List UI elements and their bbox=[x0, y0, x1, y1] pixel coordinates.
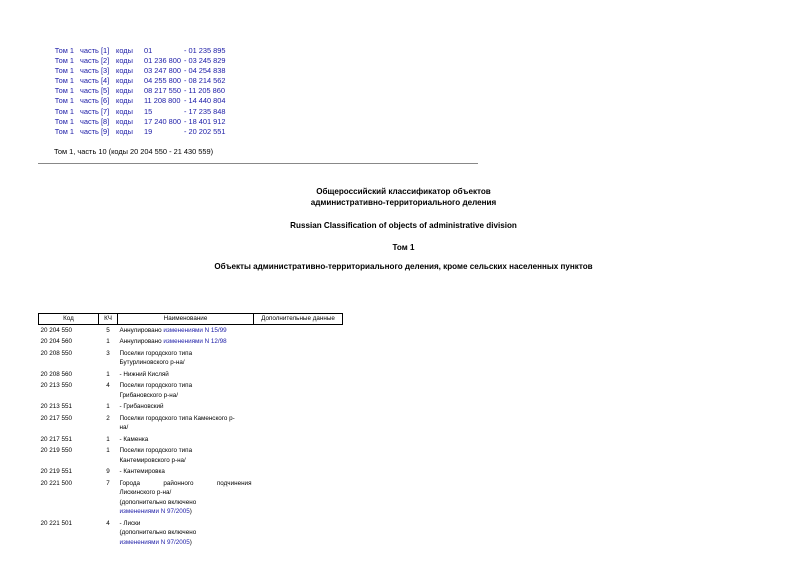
nav-part-link[interactable]: часть [7] bbox=[80, 106, 110, 116]
cell-name bbox=[118, 466, 254, 478]
nav-code-from: 08 217 550 bbox=[144, 86, 181, 96]
cell-kch: 1 bbox=[106, 403, 110, 410]
name-text: Грибановского р-на/ bbox=[119, 391, 179, 399]
cell-kch: 5 bbox=[106, 326, 110, 334]
nav-codes-label: коды bbox=[116, 66, 133, 76]
volume-title: Том 1 bbox=[392, 243, 415, 252]
cell-extra bbox=[254, 324, 343, 336]
cell-name bbox=[118, 434, 254, 446]
nav-code-from: 15 bbox=[144, 106, 153, 116]
nav-row bbox=[44, 46, 244, 56]
nav-code-from: 17 240 800 bbox=[144, 116, 181, 126]
nav-code-to: - 08 214 562 bbox=[184, 76, 226, 86]
nav-code-from: 11 208 800 bbox=[144, 96, 181, 106]
column-header-extra: Дополнительные данные bbox=[254, 314, 343, 325]
cell-kch: 1 bbox=[106, 435, 110, 443]
nav-volume-link[interactable]: Том 1 bbox=[54, 66, 74, 76]
table-row bbox=[39, 478, 343, 518]
cell-code: 20 213 550 bbox=[40, 382, 73, 389]
nav-part-link[interactable]: часть [8] bbox=[80, 116, 110, 126]
table-row bbox=[39, 348, 343, 369]
nav-volume-link[interactable]: Том 1 bbox=[54, 56, 74, 66]
name-text: - Каменка bbox=[119, 435, 149, 443]
nav-volume-link[interactable]: Том 1 bbox=[54, 116, 74, 126]
cell-extra bbox=[254, 413, 343, 434]
name-text: (дополнительно включено bbox=[119, 529, 197, 536]
cell-kch: 4 bbox=[106, 519, 110, 527]
nav-codes-label: коды bbox=[116, 76, 133, 86]
cell-code: 20 219 551 bbox=[40, 468, 73, 475]
nav-row bbox=[44, 107, 244, 117]
table-row bbox=[39, 380, 343, 401]
nav-row bbox=[44, 117, 244, 127]
column-header-name: Наименование bbox=[118, 314, 254, 325]
cell-name bbox=[118, 478, 254, 518]
cell-extra bbox=[254, 478, 343, 518]
nav-part-link[interactable]: часть [1] bbox=[80, 46, 110, 55]
cell-extra bbox=[254, 466, 343, 478]
name-text: Поселки городского типа Каменского р- bbox=[119, 414, 235, 422]
cell-kch: 2 bbox=[106, 414, 110, 422]
nav-row bbox=[44, 127, 244, 137]
nav-code-to: - 01 235 895 bbox=[184, 46, 226, 55]
name-text: (дополнительно включено bbox=[119, 498, 197, 506]
document-title-line1: Общероссийский классификатор объектов bbox=[316, 187, 491, 196]
table-row bbox=[39, 369, 343, 381]
nav-codes-label: коды bbox=[116, 106, 133, 116]
table-row bbox=[39, 434, 343, 446]
nav-part-link[interactable]: часть [3] bbox=[80, 66, 110, 76]
cell-code: 20 221 501 bbox=[40, 519, 73, 527]
table-row bbox=[39, 518, 343, 549]
nav-codes-label: коды bbox=[116, 96, 133, 106]
cell-name bbox=[118, 401, 254, 413]
cell-code: 20 221 500 bbox=[40, 479, 73, 487]
cell-extra bbox=[254, 401, 343, 413]
nav-code-to: - 17 235 848 bbox=[184, 106, 226, 116]
nav-code-to: - 03 245 829 bbox=[184, 56, 226, 66]
name-text: Поселки городского типа bbox=[119, 382, 193, 389]
cell-name bbox=[118, 413, 254, 434]
table-row bbox=[39, 466, 343, 478]
name-text: - Нижний Кисляй bbox=[119, 370, 169, 378]
nav-volume-link[interactable]: Том 1 bbox=[54, 86, 74, 96]
nav-row bbox=[44, 76, 244, 86]
name-text: Поселки городского типа bbox=[119, 447, 193, 454]
document-title-line2: административно-территориального деления bbox=[310, 198, 497, 207]
cell-code: 20 217 551 bbox=[40, 435, 73, 443]
cell-extra bbox=[254, 369, 343, 381]
table-row bbox=[39, 401, 343, 413]
column-header-code: Код bbox=[39, 314, 99, 325]
volume-parts-navigation bbox=[44, 46, 244, 137]
name-text: ) bbox=[189, 508, 192, 515]
name-text: ) bbox=[189, 538, 192, 546]
nav-part-link[interactable]: часть [2] bbox=[80, 56, 110, 66]
cell-code: 20 204 560 bbox=[40, 338, 73, 345]
cell-kch: 7 bbox=[106, 479, 110, 487]
nav-code-to: - 11 205 860 bbox=[184, 86, 225, 96]
nav-code-from: 01 236 800 bbox=[144, 56, 181, 66]
nav-code-from: 04 255 800 bbox=[144, 76, 181, 86]
cell-kch: 9 bbox=[106, 468, 110, 475]
cell-name bbox=[118, 369, 254, 381]
cell-name bbox=[118, 324, 254, 336]
cell-code: 20 208 560 bbox=[40, 370, 73, 378]
cell-extra bbox=[254, 336, 343, 348]
amendment-link[interactable]: изменениями N 97/2005 bbox=[119, 508, 190, 515]
nav-volume-link[interactable]: Том 1 bbox=[54, 76, 74, 86]
cell-extra bbox=[254, 348, 343, 369]
cell-code: 20 213 551 bbox=[40, 403, 73, 410]
name-text: Бутурлиновского р-на/ bbox=[119, 359, 185, 366]
amendment-link[interactable]: изменениями N 12/98 bbox=[163, 338, 227, 345]
nav-codes-label: коды bbox=[116, 126, 133, 136]
cell-kch: 4 bbox=[106, 382, 110, 389]
nav-code-from: 01 bbox=[144, 46, 153, 55]
current-part-label: Том 1, часть 10 (коды 20 204 550 - 21 430 559) bbox=[54, 147, 214, 156]
cell-code: 20 219 550 bbox=[40, 447, 73, 454]
nav-codes-label: коды bbox=[116, 86, 133, 96]
nav-row bbox=[44, 96, 244, 106]
nav-code-to: - 18 401 912 bbox=[184, 116, 226, 126]
nav-part-link[interactable]: часть [6] bbox=[80, 96, 110, 106]
cell-kch: 1 bbox=[106, 370, 110, 378]
nav-volume-link[interactable]: Том 1 bbox=[54, 126, 74, 136]
nav-row bbox=[44, 66, 244, 76]
nav-codes-label: коды bbox=[116, 116, 133, 126]
table-header-row bbox=[39, 314, 343, 325]
table-row bbox=[39, 336, 343, 348]
name-text: Поселки городского типа bbox=[119, 349, 193, 357]
nav-volume-link[interactable]: Том 1 bbox=[54, 96, 74, 106]
cell-code: 20 208 550 bbox=[40, 349, 73, 357]
cell-kch: 1 bbox=[106, 447, 110, 454]
nav-row bbox=[44, 86, 244, 96]
name-text: - Грибановский bbox=[119, 403, 164, 410]
cell-extra bbox=[254, 445, 343, 466]
cell-kch: 1 bbox=[106, 338, 110, 345]
nav-codes-label: коды bbox=[116, 46, 133, 55]
cell-name bbox=[118, 336, 254, 348]
nav-codes-label: коды bbox=[116, 56, 133, 66]
name-text: Кантемировского р-на/ bbox=[119, 456, 186, 464]
table-row bbox=[39, 413, 343, 434]
nav-code-from: 19 bbox=[144, 126, 153, 136]
nav-part-link[interactable]: часть [5] bbox=[80, 86, 110, 96]
document-title-english: Russian Classification of objects of administrative division bbox=[290, 221, 517, 230]
cell-kch: 3 bbox=[106, 349, 110, 357]
cell-extra bbox=[254, 434, 343, 446]
cell-name bbox=[118, 380, 254, 401]
column-header-kch: КЧ bbox=[99, 314, 118, 325]
horizontal-divider bbox=[38, 163, 478, 164]
name-text: Аннулировано bbox=[119, 338, 164, 345]
cell-name bbox=[118, 518, 254, 549]
nav-row bbox=[44, 56, 244, 66]
cell-code: 20 217 550 bbox=[40, 414, 73, 422]
cell-code: 20 204 550 bbox=[40, 326, 73, 334]
table-row bbox=[39, 324, 343, 336]
nav-code-to: - 20 202 551 bbox=[184, 126, 226, 136]
nav-part-link[interactable]: часть [9] bbox=[80, 126, 110, 136]
nav-part-link[interactable]: часть [4] bbox=[80, 76, 110, 86]
cell-extra bbox=[254, 380, 343, 401]
nav-code-to: - 04 254 838 bbox=[184, 66, 226, 76]
amendment-link[interactable]: изменениями N 15/99 bbox=[163, 326, 227, 334]
cell-extra bbox=[254, 518, 343, 549]
volume-subtitle: Объекты административно-территориального деления, кроме сельских населенных пунктов bbox=[214, 262, 593, 271]
cell-name bbox=[118, 445, 254, 466]
nav-code-to: - 14 440 804 bbox=[184, 96, 226, 106]
amendment-link[interactable]: изменениями N 97/2005 bbox=[119, 538, 190, 546]
name-text: на/ bbox=[119, 424, 129, 431]
name-text: Лискинского р-на/ bbox=[119, 489, 172, 496]
name-text: - Лиски bbox=[119, 519, 141, 527]
classifier-table bbox=[38, 313, 343, 548]
name-text: - Кантемировка bbox=[119, 468, 165, 475]
cell-name bbox=[118, 348, 254, 369]
nav-code-from: 03 247 800 bbox=[144, 66, 181, 76]
name-text: Города районного подчинения bbox=[119, 479, 252, 487]
nav-volume-link[interactable]: Том 1 bbox=[54, 46, 74, 55]
table-row bbox=[39, 445, 343, 466]
name-text: Аннулировано bbox=[119, 326, 164, 334]
nav-volume-link[interactable]: Том 1 bbox=[54, 106, 74, 116]
